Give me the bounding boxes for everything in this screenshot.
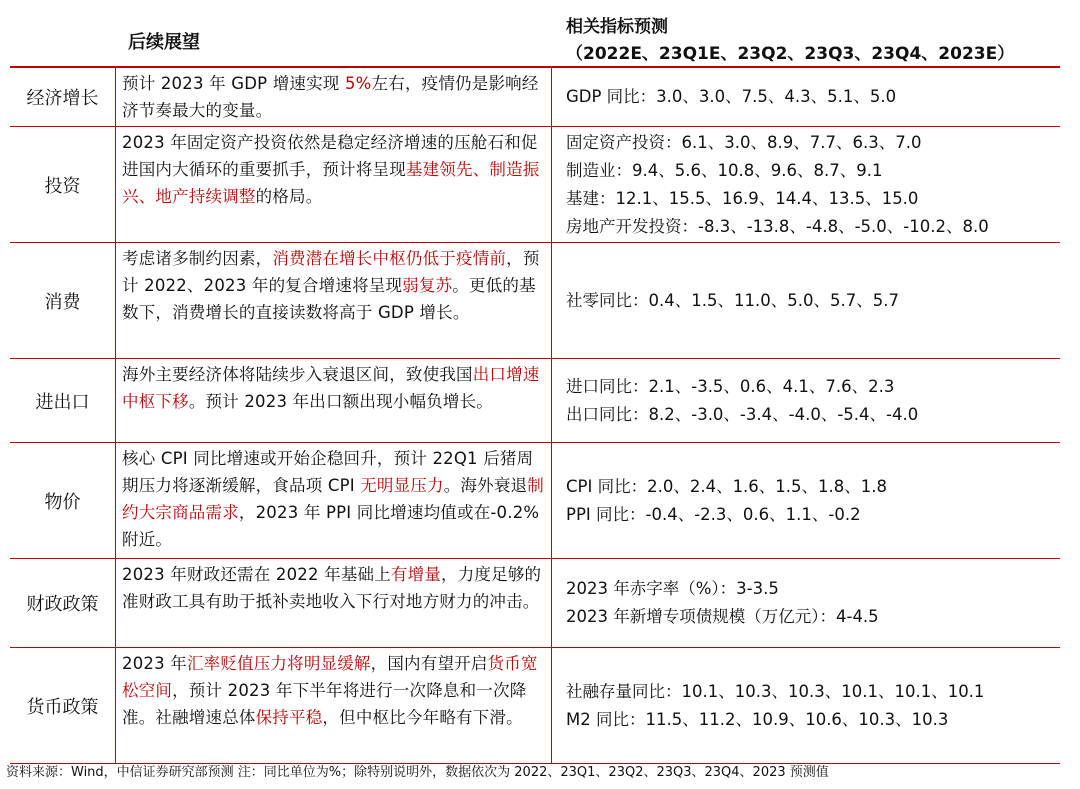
column-divider bbox=[551, 243, 552, 358]
column-divider bbox=[115, 243, 116, 358]
highlight-text: 有增量 bbox=[390, 565, 442, 584]
row-category: 进出口 bbox=[35, 391, 90, 413]
indicator-line: GDP 同比：3.0、3.0、7.5、4.3、5.1、5.0 bbox=[566, 87, 897, 106]
outlook-text-segment: ，力度足够的准财政工具有助于抵补卖地收入下行对地方财力的冲击。 bbox=[122, 565, 542, 611]
highlight-text: 出口增速中枢下移 bbox=[122, 365, 540, 411]
outlook-text-segment: 2023 年固定资产投资依然是稳定经济增速的压舱石和促进国内大循环的重要抓手，预计将呈现 bbox=[122, 133, 538, 179]
indicator-line: 社融存量同比：10.1、10.3、10.3、10.1、10.1、10.1 bbox=[566, 681, 985, 701]
row-outlook-text bbox=[122, 129, 544, 210]
highlight-text: 制约大宗商品需求 bbox=[122, 476, 544, 522]
row-indicators bbox=[566, 648, 1060, 763]
row-outlook-text bbox=[122, 245, 544, 326]
row-category: 消费 bbox=[44, 291, 81, 313]
outlook-text-segment: 2023 年财政还需在 2022 年基础上 bbox=[122, 565, 391, 584]
table-row-prices bbox=[10, 443, 1060, 559]
column-divider bbox=[115, 127, 116, 242]
table-row-monetary bbox=[10, 648, 1060, 764]
outlook-text-segment: 。预计 2023 年出口额出现小幅负增长。 bbox=[188, 392, 493, 411]
indicator-line: 固定资产投资：6.1、3.0、8.9、7.7、6.3、7.0 bbox=[566, 132, 922, 152]
column-divider bbox=[551, 359, 552, 442]
outlook-text-segment: 2023 年 bbox=[122, 654, 187, 673]
row-outlook-text bbox=[122, 650, 544, 731]
indicator-line: CPI 同比：2.0、2.4、1.6、1.5、1.8、1.8 bbox=[566, 476, 888, 496]
row-category: 财政政策 bbox=[26, 594, 99, 615]
indicator-line: 制造业：9.4、5.6、10.8、9.6、8.7、9.1 bbox=[566, 160, 883, 180]
column-divider bbox=[551, 68, 552, 126]
table-row-fiscal bbox=[10, 559, 1060, 648]
highlight-text: 5% bbox=[344, 74, 372, 93]
outlook-text-segment: 。更低的基数下，消费增长的直接读数将高于 GDP 增长。 bbox=[122, 276, 536, 322]
table-row-trade bbox=[10, 359, 1060, 443]
column-divider bbox=[551, 559, 552, 647]
indicator-line: PPI 同比：-0.4、-2.3、0.6、1.1、-0.2 bbox=[566, 504, 861, 524]
outlook-text-segment: 海外主要经济体将陆续步入衰退区间，致使我国 bbox=[122, 365, 473, 384]
highlight-text: 汇率贬值压力将明显缓解 bbox=[186, 654, 371, 673]
outlook-text-segment: 考虑诸多制约因素， bbox=[122, 249, 273, 268]
highlight-text: 基建领先、制造振兴、地产持续调整 bbox=[122, 160, 540, 206]
column-divider bbox=[115, 359, 116, 442]
indicator-line: 基建：12.1、15.5、16.9、14.4、13.5、15.0 bbox=[566, 188, 919, 208]
outlook-text-segment: ，国内有望开启 bbox=[370, 654, 488, 673]
column-divider bbox=[551, 127, 552, 242]
outlook-text-segment: ，预计 2023 年下半年将进行一次降息和一次降准。社融增速总体 bbox=[122, 681, 527, 727]
row-category: 货币政策 bbox=[26, 696, 99, 718]
row-indicators bbox=[566, 559, 1060, 647]
highlight-text: 保持平稳 bbox=[255, 708, 323, 727]
highlight-text: 弱复苏 bbox=[402, 276, 453, 295]
outlook-text-segment: 核心 CPI 同比增速或开始企稳回升，预计 22Q1 后猪周期压力将逐渐缓解，食品项 CPI bbox=[122, 449, 534, 495]
table-row-consumption bbox=[10, 243, 1060, 359]
outlook-text-segment: ，预计 2022、2023 年的复合增速将呈现 bbox=[122, 249, 540, 295]
row-indicators bbox=[566, 443, 1060, 558]
row-indicators bbox=[566, 127, 1060, 242]
outlook-text-segment: ，但中枢比今年略有下滑。 bbox=[322, 708, 523, 727]
indicator-line: 2023 年新增专项债规模（万亿元）：4-4.5 bbox=[566, 607, 879, 626]
indicator-line: 进口同比：2.1、-3.5、0.6、4.1、7.6、2.3 bbox=[566, 376, 895, 396]
indicator-line: 社零同比：0.4、1.5、11.0、5.0、5.7、5.7 bbox=[566, 290, 899, 310]
row-indicators bbox=[566, 359, 1060, 442]
column-divider bbox=[115, 443, 116, 558]
indicator-line: M2 同比：11.5、11.2、10.9、10.6、10.3、10.3 bbox=[566, 709, 949, 729]
outlook-text-segment: 左右，疫情仍是影响经济节奏最大的变量。 bbox=[122, 74, 539, 120]
row-indicators bbox=[566, 243, 1060, 358]
outlook-text-segment: ，2023 年 PPI 同比增速均值或在-0.2%附近。 bbox=[122, 503, 540, 549]
column-divider bbox=[115, 648, 116, 763]
row-indicators bbox=[566, 68, 1060, 126]
indicator-line: 房地产开发投资：-8.3、-13.8、-4.8、-5.0、-10.2、8.0 bbox=[566, 216, 989, 236]
highlight-text: 无明显压力 bbox=[360, 476, 444, 495]
header-forecast bbox=[566, 14, 1014, 68]
header-outlook: 后续展望 bbox=[128, 32, 200, 53]
outlook-text-segment: 。海外衰退 bbox=[443, 476, 528, 495]
column-divider bbox=[551, 443, 552, 558]
column-divider bbox=[115, 68, 116, 126]
header-forecast-periods: （2022E、23Q1E、23Q2、23Q3、23Q4、2023E） bbox=[566, 44, 1015, 64]
outlook-text-segment: 的格局。 bbox=[255, 187, 323, 206]
row-category: 经济增长 bbox=[26, 88, 99, 109]
table-header bbox=[10, 0, 1060, 68]
row-category: 物价 bbox=[44, 491, 81, 513]
indicator-line: 出口同比：8.2、-3.0、-3.4、-4.0、-5.4、-4.0 bbox=[566, 404, 919, 424]
row-outlook-text bbox=[122, 561, 544, 615]
row-outlook-text bbox=[122, 445, 544, 553]
row-category: 投资 bbox=[44, 175, 81, 197]
column-divider bbox=[551, 648, 552, 763]
source-note: 资料来源：Wind，中信证券研究部预测 注：同比单位为%；除特别说明外，数据依次为 2022、23Q1、23Q2、23Q3、23Q4、2023 预测值 bbox=[6, 765, 829, 780]
highlight-text: 货币宽松空间 bbox=[122, 654, 538, 700]
table-row-investment bbox=[10, 127, 1060, 243]
outlook-text-segment: 预计 2023 年 GDP 增速实现 bbox=[122, 74, 345, 93]
column-divider bbox=[115, 559, 116, 647]
row-outlook-text bbox=[122, 70, 544, 124]
header-forecast-title: 相关指标预测 bbox=[566, 17, 668, 37]
table-row-growth bbox=[10, 68, 1060, 127]
row-outlook-text bbox=[122, 361, 544, 415]
highlight-text: 消费潜在增长中枢仍低于疫情前 bbox=[272, 249, 507, 268]
indicator-line: 2023 年赤字率（%）：3-3.5 bbox=[566, 579, 779, 598]
forecast-table bbox=[10, 0, 1060, 764]
